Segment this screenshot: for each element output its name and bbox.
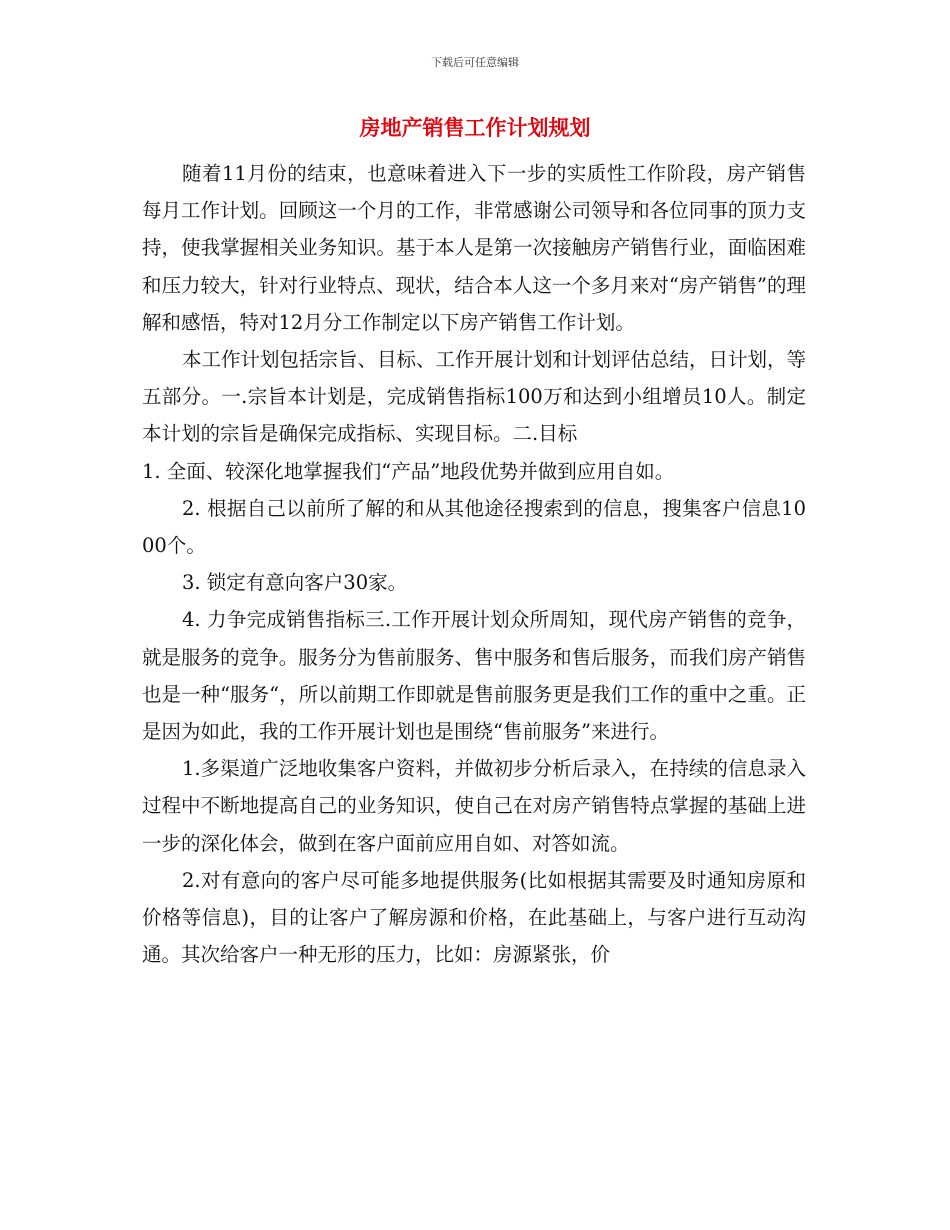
paragraph: 随着11月份的结束，也意味着进入下一步的实质性工作阶段，房产销售每月工作计划。回顾这一个月的工作，非常感谢公司领导和各位同事的顶力支持，使我掌握相关业务知识。基于本人是第一次接触房产销售行业，面临困难和压力较大，针对行业特点、现状，结合本人这一个多月来对“房产销售”的理解和感悟，特对12月分工作制定以下房产销售工作计划。 xyxy=(142,162,806,334)
paragraph: 3. 锁定有意向客户30家。 xyxy=(182,571,408,595)
document-title: 房地产销售工作计划规划 xyxy=(359,116,591,140)
paragraph: 本工作计划包括宗旨、目标、工作开展计划和计划评估总结，日计划，等五部分。一.宗旨本计划是，完成销售指标100万和达到小组增员10人。制定本计划的宗旨是确保完成指标、实现目标。二.目标 xyxy=(142,348,807,446)
document-body xyxy=(142,155,806,973)
paragraph: 2. 根据自己以前所了解的和从其他途径搜索到的信息，搜集客户信息1000个。 xyxy=(142,496,806,558)
paragraph: 1. 全面、较深化地掌握我们“产品”地段优势并做到应用自如。 xyxy=(142,459,675,483)
paragraph: 2.对有意向的客户尽可能多地提供服务(比如根据其需要及时通知房原和价格等信息)，目的让客户了解房源和价格，在此基础上，与客户进行互动沟通。其次给客户一种无形的压力，比如：房源紧张，价 xyxy=(142,868,806,967)
paragraph: 1.多渠道广泛地收集客户资料，并做初步分析后录入，在持续的信息录入过程中不断地提高自己的业务知识，使自己在对房产销售特点掌握的基础上进一步的深化体会，做到在客户面前应用自如、对答如流。 xyxy=(142,757,806,855)
paragraph: 4. 力争完成销售指标三.工作开展计划众所周知，现代房产销售的竞争，就是服务的竞争。服务分为售前服务、售中服务和售后服务，而我们房产销售也是一种“服务“，所以前期工作即就是售前服务更是我们工作的重中之重。正是因为如此，我的工作开展计划也是围绕“售前服务”来进行。 xyxy=(142,608,806,744)
page-header-note: 下载后可任意编辑 xyxy=(431,56,519,69)
